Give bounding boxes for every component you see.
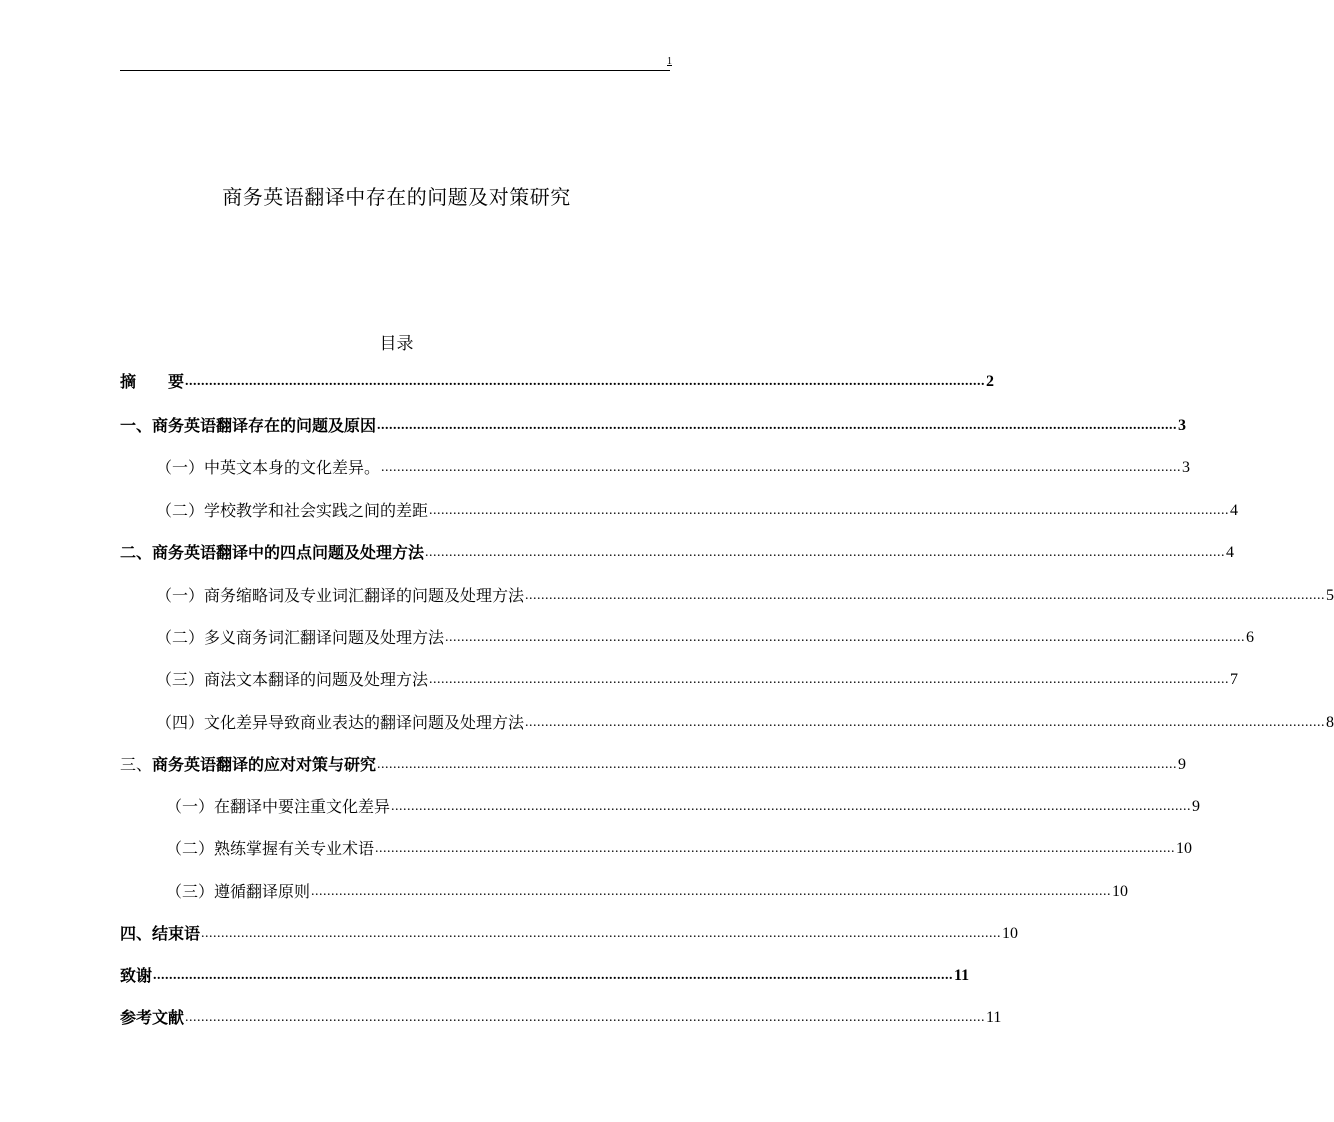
toc-entry-page: 7	[1230, 671, 1239, 688]
toc-entry-page: 3	[1178, 417, 1187, 434]
toc-entry-label: 参考文献	[120, 1008, 185, 1027]
toc-entry-page: 6	[1246, 629, 1255, 646]
toc-entry-abstract[interactable]	[120, 366, 995, 392]
toc-entry-label: 二、商务英语翻译中的四点问题及处理方法	[120, 543, 425, 562]
toc-entry-section-2-2[interactable]	[156, 622, 1255, 648]
toc-entry-references[interactable]	[120, 1002, 1002, 1028]
toc-leader-dots: ........................................................................................................................................................................................................	[375, 841, 1176, 856]
toc-leader-dots: ........................................................................................................................................................................................................	[429, 503, 1230, 518]
toc-leader-dots: ........................................................................................................................................................................................................	[429, 672, 1230, 687]
toc-leader-dots: ........................................................................................................................................................................................................	[153, 968, 954, 983]
toc-leader-dots: ........................................................................................................................................................................................................	[201, 926, 1002, 941]
toc-entry-label: （一）商务缩略词及专业词汇翻译的问题及处理方法	[156, 586, 525, 605]
toc-entry-page: 11	[954, 967, 970, 984]
toc-leader-dots: ........................................................................................................................................................................................................	[525, 715, 1326, 730]
toc-entry-label	[120, 755, 376, 775]
toc-entry-title: 商务英语翻译的应对对策与研究	[152, 755, 377, 774]
toc-entry-label: （一）中英文本身的文化差异。	[156, 458, 381, 477]
toc-entry-label: 致谢	[120, 966, 153, 985]
toc-entry-page: 4	[1230, 502, 1239, 519]
toc-entry-section-3-1[interactable]	[166, 791, 1201, 817]
toc-entry-section-1-2[interactable]	[156, 495, 1239, 521]
toc-entry-page: 11	[986, 1009, 1002, 1026]
toc-entry-section-2-4[interactable]	[156, 707, 1334, 733]
toc-entry-page: 8	[1326, 714, 1334, 731]
toc-entry-label: 摘 要	[120, 372, 185, 391]
toc-entry-acknowledgements[interactable]	[120, 960, 970, 986]
toc-entry-label: （三）商法文本翻译的问题及处理方法	[156, 670, 429, 689]
toc-leader-dots: ........................................................................................................................................................................................................	[425, 545, 1226, 560]
toc-entry-section-3[interactable]	[120, 749, 1187, 775]
toc-entry-number: 三、	[120, 755, 153, 774]
toc-entry-page: 10	[1002, 925, 1019, 942]
toc-entry-label: （四）文化差异导致商业表达的翻译问题及处理方法	[156, 713, 525, 732]
toc-entry-page: 9	[1178, 756, 1187, 773]
toc-entry-section-3-2[interactable]	[166, 833, 1193, 859]
toc-entry-page: 10	[1112, 883, 1129, 900]
toc-entry-label: （二）熟练掌握有关专业术语	[166, 839, 375, 858]
toc-leader-dots: ........................................................................................................................................................................................................	[377, 757, 1178, 772]
toc-entry-page: 4	[1226, 544, 1235, 561]
toc-leader-dots: ........................................................................................................................................................................................................	[377, 418, 1178, 433]
toc-entry-label: （一）在翻译中要注重文化差异	[166, 797, 391, 816]
toc-leader-dots: ........................................................................................................................................................................................................	[391, 799, 1192, 814]
toc-entry-label: 一、商务英语翻译存在的问题及原因	[120, 416, 377, 435]
toc-entry-page: 10	[1176, 840, 1193, 857]
toc-entry-label: （三）遵循翻译原则	[166, 882, 311, 901]
toc-entry-label: （二）多义商务词汇翻译问题及处理方法	[156, 628, 445, 647]
toc-entry-page: 2	[986, 373, 995, 390]
toc-heading: 目录	[379, 334, 414, 354]
document-title: 商务英语翻译中存在的问题及对策研究	[222, 185, 571, 209]
toc-entry-page: 3	[1182, 459, 1191, 476]
page-number: 1	[667, 56, 672, 67]
toc-leader-dots: ........................................................................................................................................................................................................	[311, 884, 1112, 899]
toc-leader-dots: ........................................................................................................................................................................................................	[525, 588, 1326, 603]
toc-entry-page: 5	[1326, 587, 1334, 604]
toc-leader-dots: ........................................................................................................................................................................................................	[445, 630, 1246, 645]
toc-entry-section-3-3[interactable]	[166, 876, 1129, 902]
toc-leader-dots: ........................................................................................................................................................................................................	[185, 374, 986, 389]
toc-leader-dots: ........................................................................................................................................................................................................	[185, 1010, 986, 1025]
toc-entry-section-1[interactable]	[120, 410, 1187, 436]
toc-leader-dots: ........................................................................................................................................................................................................	[381, 460, 1182, 475]
toc-entry-label: （二）学校教学和社会实践之间的差距	[156, 501, 429, 520]
header-rule	[120, 70, 670, 71]
toc-entry-page: 9	[1192, 798, 1201, 815]
toc-entry-label: 四、结束语	[120, 924, 201, 943]
toc-entry-section-2-3[interactable]	[156, 664, 1239, 690]
toc-entry-section-2[interactable]	[120, 537, 1235, 563]
toc-entry-section-2-1[interactable]	[156, 580, 1334, 606]
toc-entry-section-1-1[interactable]	[156, 452, 1191, 478]
toc-entry-section-4[interactable]	[120, 918, 1019, 944]
